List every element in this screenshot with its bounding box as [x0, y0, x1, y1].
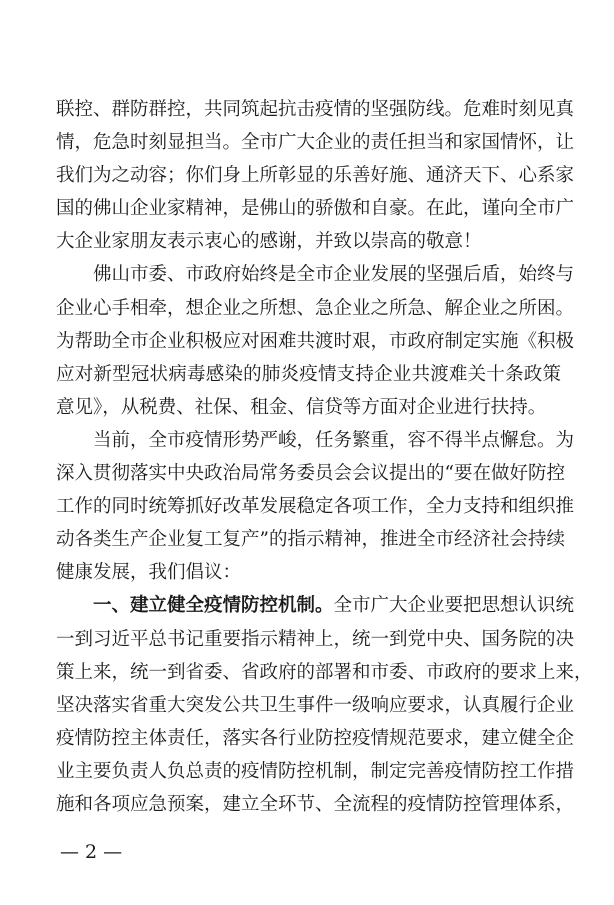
page-number: — 2 —	[60, 841, 123, 863]
text-line: 深入贯彻落实中央政治局常务委员会会议提出的“要在做好防控	[56, 463, 565, 485]
text-line: 施和各项应急预案，建立全环节、全流程的疫情防控管理体系，	[56, 793, 575, 815]
text-line: 工作的同时统筹抓好改革发展稳定各项工作，全力支持和组织推	[56, 496, 575, 518]
text-line: 意见》，从税费、社保、租金、信贷等方面对企业进行扶持。	[56, 396, 547, 418]
text-line: 业主要负责人负总责的疫情防控机制，制定完善疫情防控工作措	[56, 760, 575, 782]
text-line: 联控、群防群控，共同筑起抗击疫情的坚强防线。危难时刻见真	[56, 99, 575, 120]
text-line: 当前，全市疫情形势严峻，任务繁重，容不得半点懈怠。为	[56, 429, 575, 451]
body-text	[56, 93, 593, 821]
text-run: 全市广大企业要把思想认识统	[333, 595, 575, 617]
text-line	[56, 589, 575, 622]
text-line: 应对新型冠状病毒感染的肺炎疫情支持企业共渡难关十条政策	[56, 363, 561, 385]
text-line: 我们为之动容；你们身上所彰显的乐善好施、通济天下、心系家	[56, 165, 575, 187]
text-line: 佛山市委、市政府始终是全市企业发展的坚强后盾，始终与	[56, 264, 575, 286]
text-line: 大企业家朋友表示衷心的感谢，并致以崇高的敬意！	[56, 231, 482, 253]
text-line: 企业心手相牵，想企业之所想、急企业之所急、解企业之所困。	[56, 297, 575, 319]
text-line: 国的佛山企业家精神，是佛山的骄傲和自豪。在此，谨向全市广	[56, 198, 575, 220]
text-line: 坚决落实省重大突发公共卫生事件一级响应要求，认真履行企业	[56, 694, 575, 716]
text-line: 一到习近平总书记重要指示精神上，统一到党中央、国务院的决	[56, 628, 575, 650]
text-line: 疫情防控主体责任，落实各行业防控疫情规范要求，建立健全企	[56, 727, 575, 749]
text-line: 策上来，统一到省委、省政府的部署和市委、市政府的要求上来，	[56, 661, 593, 683]
text-line: 健康发展，我们倡议：	[56, 562, 242, 584]
text-line: 动各类生产企业复工复产”的指示精神，推进全市经济社会持续	[56, 529, 565, 551]
text-line: 为帮助全市企业积极应对困难共渡时艰，市政府制定实施《积极	[56, 330, 575, 352]
text-line: 情，危急时刻显担当。全市广大企业的责任担当和家国情怀，让	[56, 132, 575, 154]
section-heading: 一、建立健全疫情防控机制。	[56, 595, 334, 617]
